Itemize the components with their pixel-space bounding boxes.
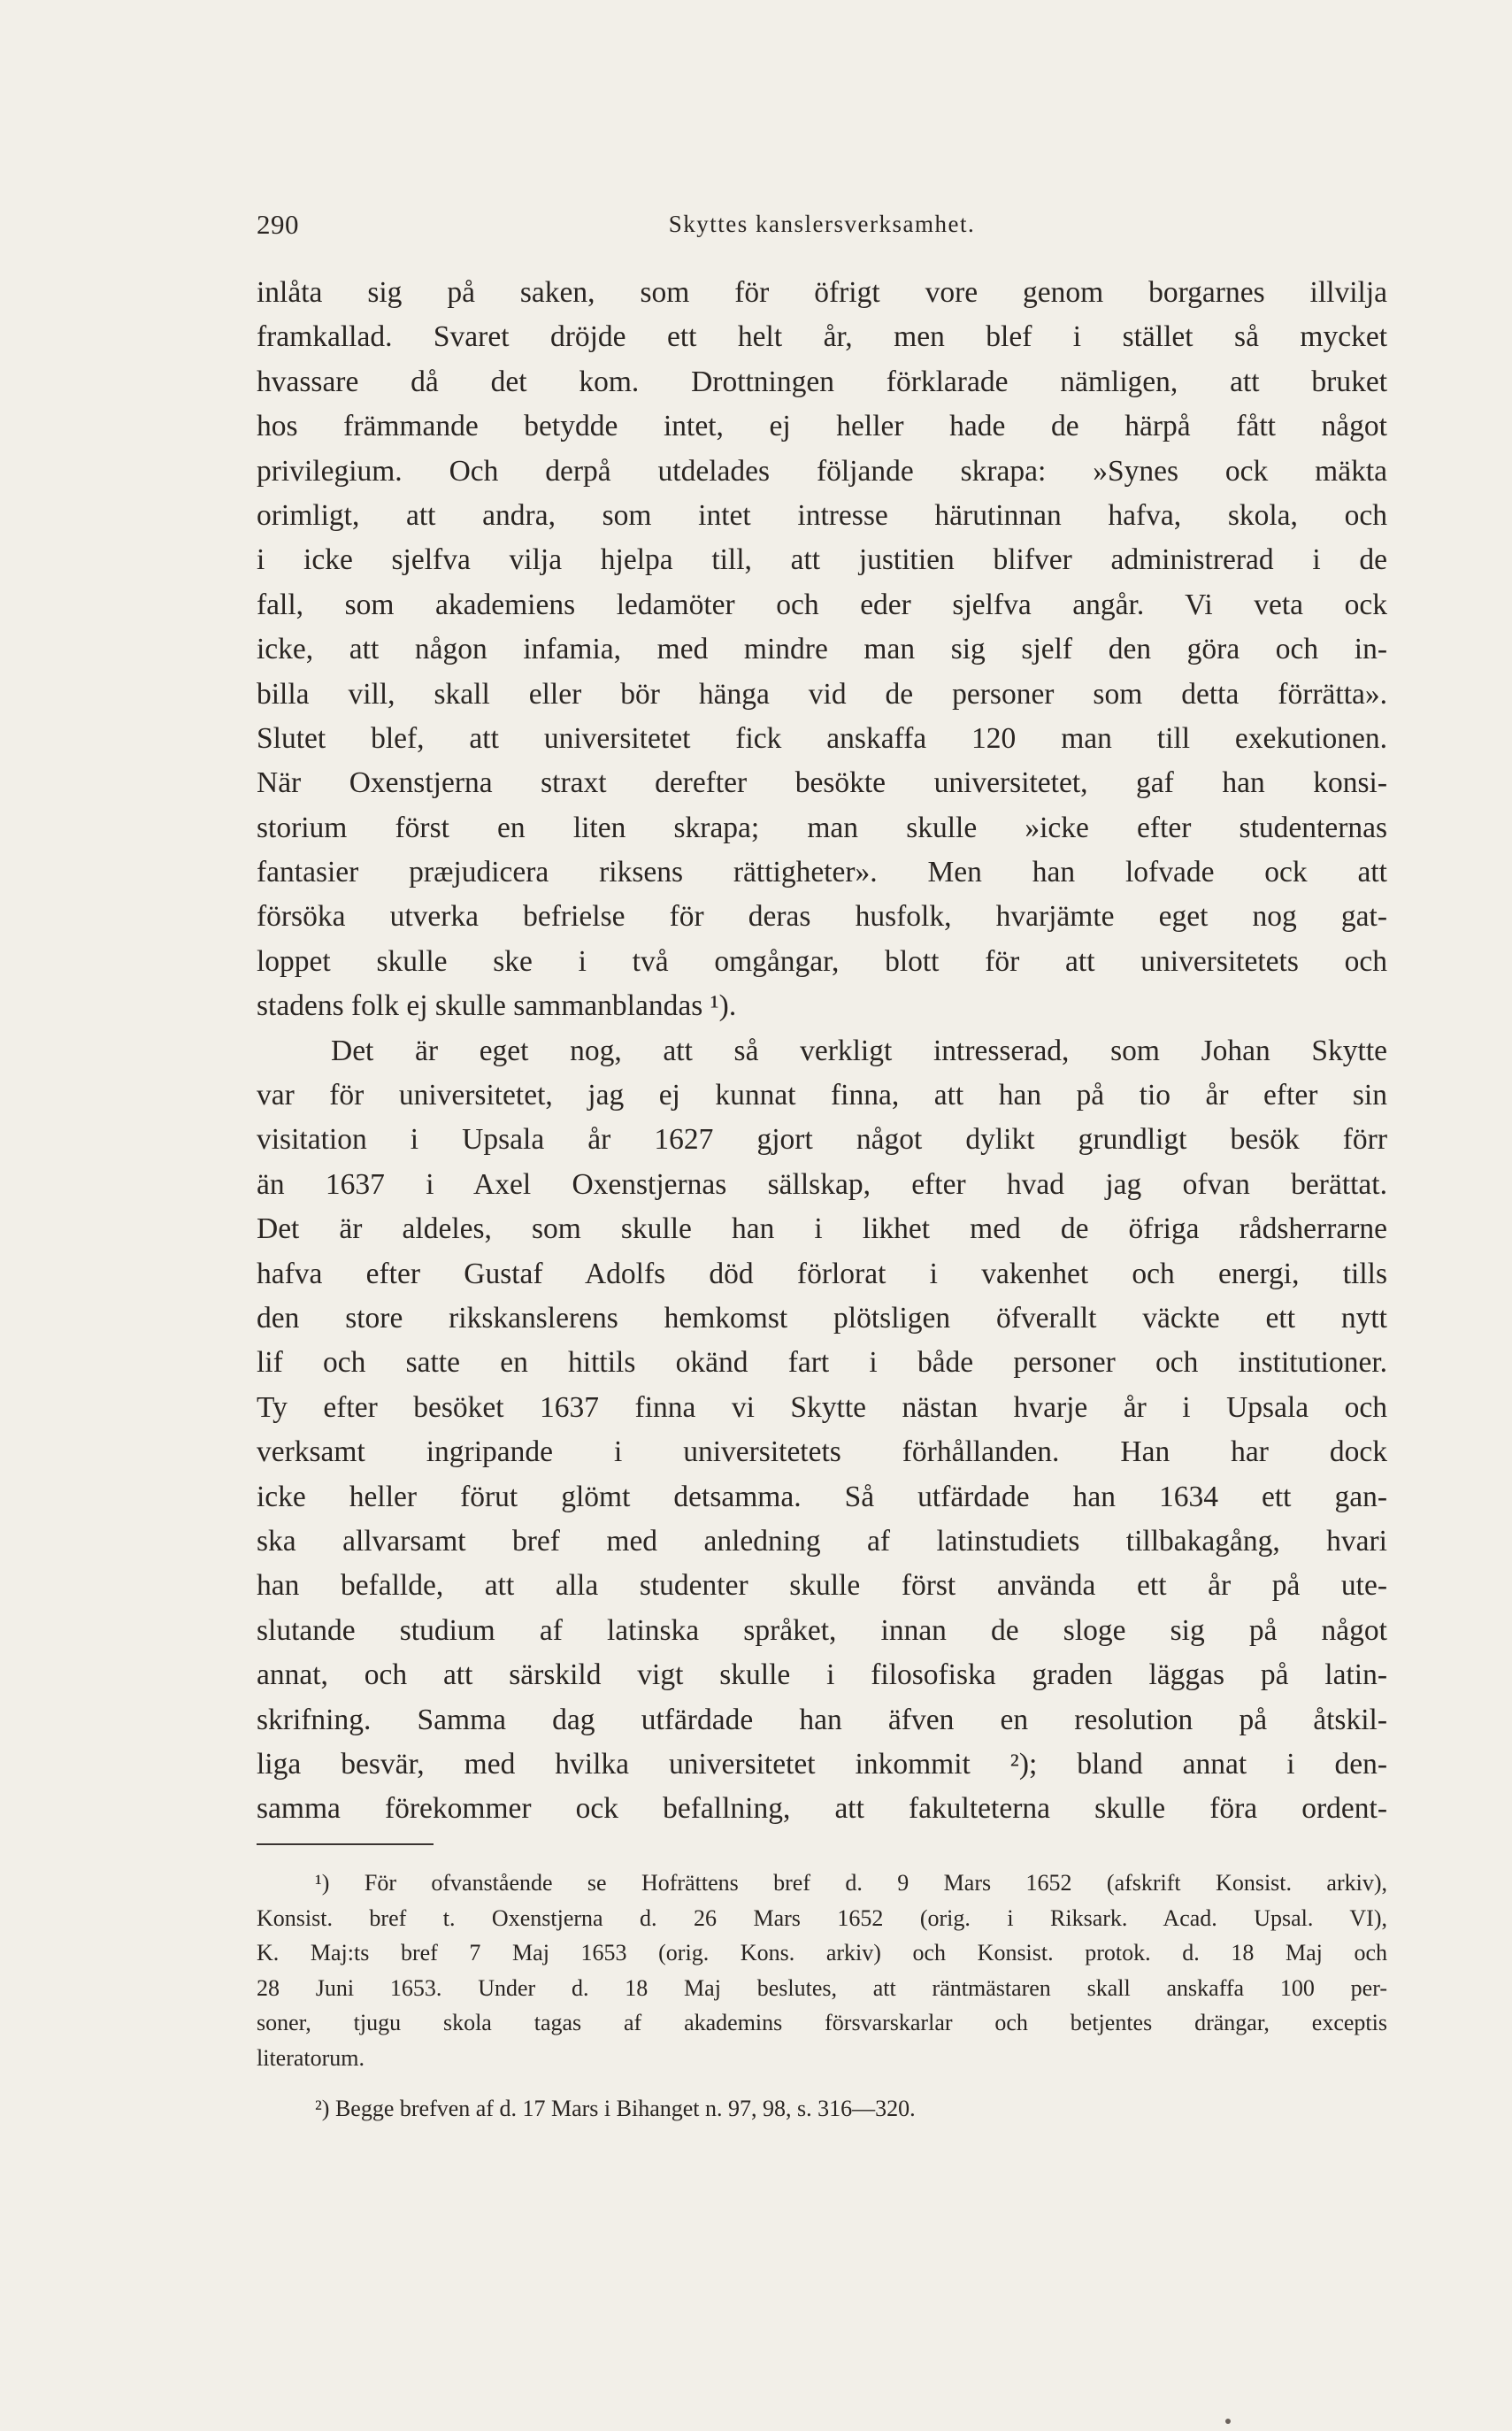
text-line: lif och satte en hittils okänd fart i både personer och institutioner. (257, 1346, 1387, 1380)
text-line: Det är aldeles, som skulle han i likhet med de öfriga rådsherrarne (257, 1212, 1387, 1246)
text-line: Det är eget nog, att så verkligt intresserad, som Johan Skytte (331, 1034, 1387, 1067)
text-line: i icke sjelfva vilja hjelpa till, att justitien blifver administrerad i de (257, 543, 1387, 577)
text-line: icke, att någon infamia, med mindre man sig sjelf den göra och in- (257, 633, 1387, 666)
footnote-line: K. Maj:ts bref 7 Maj 1653 (orig. Kons. arkiv) och Konsist. protok. d. 18 Maj och (257, 1940, 1387, 1966)
text-line: orimligt, att andra, som intet intresse härutinnan hafva, skola, och (257, 498, 1387, 532)
footnote-line: 28 Juni 1653. Under d. 18 Maj beslutes, att räntmästaren skall anskaffa 100 per- (257, 1974, 1387, 2001)
text-line: fantasier præjudicera riksens rättigheter». Men han lofvade ock att (257, 856, 1387, 889)
text-line: ska allvarsamt bref med anledning af latinstudiets tillbakagång, hvari (257, 1524, 1387, 1558)
text-line: den store rikskanslerens hemkomst plötsligen öfverallt väckte ett nytt (257, 1301, 1387, 1335)
text-line: försöka utverka befrielse för deras husfolk, hvarjämte eget nog gat- (257, 900, 1387, 934)
text-line: liga besvär, med hvilka universitetet inkommit ²); bland annat i den- (257, 1747, 1387, 1781)
text-line: var för universitetet, jag ej kunnat finna, att han på tio år efter sin (257, 1079, 1387, 1112)
text-line: inlåta sig på saken, som för öfrigt vore genom borgarnes illvilja (257, 276, 1387, 309)
footnote-line: soner, tjugu skola tagas af akademins försvarskarlar och betjentes drängar, exceptis (257, 2010, 1387, 2035)
text-line: Slutet blef, att universitetet fick anskaffa 120 man till exekutionen. (257, 721, 1387, 755)
text-line: privilegium. Och derpå utdelades följande skrapa: »Synes ock mäkta (257, 454, 1387, 488)
ink-speck (1225, 2419, 1231, 2424)
text-line: storium först en liten skrapa; man skulle »icke efter studenternas (257, 811, 1387, 844)
running-title: Skyttes kanslersverksamhet. (668, 211, 976, 237)
text-line: hvassare då det kom. Drottningen förklarade nämligen, att bruket (257, 365, 1387, 398)
footnote-line: literatorum. (257, 2044, 365, 2071)
text-line: framkallad. Svaret dröjde ett helt år, men blef i stället så mycket (257, 320, 1387, 354)
text-line: billa vill, skall eller bör hänga vid de personer som detta förrätta». (257, 677, 1387, 711)
text-line: än 1637 i Axel Oxenstjernas sällskap, efter hvad jag ofvan berättat. (257, 1167, 1387, 1201)
footnotes (257, 1866, 1387, 2127)
text-line: skrifning. Samma dag utfärdade han äfven en resolution på åtskil- (257, 1703, 1387, 1736)
text-line: fall, som akademiens ledamöter och eder sjelfva angår. Vi veta ock (257, 588, 1387, 621)
text-line: Ty efter besöket 1637 finna vi Skytte nästan hvarje år i Upsala och (257, 1390, 1387, 1424)
text-line: icke heller förut glömt detsamma. Så utfärdade han 1634 ett gan- (257, 1480, 1387, 1513)
text-line: annat, och att särskild vigt skulle i filosofiska graden läggas på latin- (257, 1658, 1387, 1692)
page-header (257, 209, 1387, 253)
text-line: hafva efter Gustaf Adolfs död förlorat i vakenhet och energi, tills (257, 1257, 1387, 1290)
footnote-line: ²) Begge brefven af d. 17 Mars i Bihanget n. 97, 98, s. 316—320. (315, 2096, 916, 2121)
text-line: När Oxenstjerna straxt derefter besökte universitetet, gaf han konsi- (257, 766, 1387, 800)
text-line: visitation i Upsala år 1627 gjort något dylikt grundligt besök förr (257, 1123, 1387, 1157)
text-line: hos främmande betydde intet, ej heller hade de härpå fått något (257, 410, 1387, 443)
footnote-line: ¹) För ofvanstående se Hofrättens bref d. 9 Mars 1652 (afskrift Konsist. arkiv), (315, 1870, 1387, 1896)
page-number: 290 (257, 209, 299, 240)
text-line: slutande studium af latinska språket, innan de sloge sig på något (257, 1613, 1387, 1647)
text-line: han befallde, att alla studenter skulle först använda ett år på ute- (257, 1569, 1387, 1603)
text-line: stadens folk ej skulle sammanblandas ¹). (257, 989, 737, 1023)
text-line: verksamt ingripande i universitetets förhållanden. Han har dock (257, 1435, 1387, 1469)
text-line: samma förekommer ock befallning, att fakulteterna skulle föra ordent- (257, 1792, 1387, 1826)
text-line: loppet skulle ske i två omgångar, blott för att universitetets och (257, 944, 1387, 978)
footnote-spacer (257, 2075, 1387, 2091)
footnote-line: Konsist. bref t. Oxenstjerna d. 26 Mars 1652 (orig. i Riksark. Acad. Upsal. VI), (257, 1904, 1387, 1931)
footnote-divider (257, 1843, 434, 1845)
body-text (257, 271, 1387, 1832)
